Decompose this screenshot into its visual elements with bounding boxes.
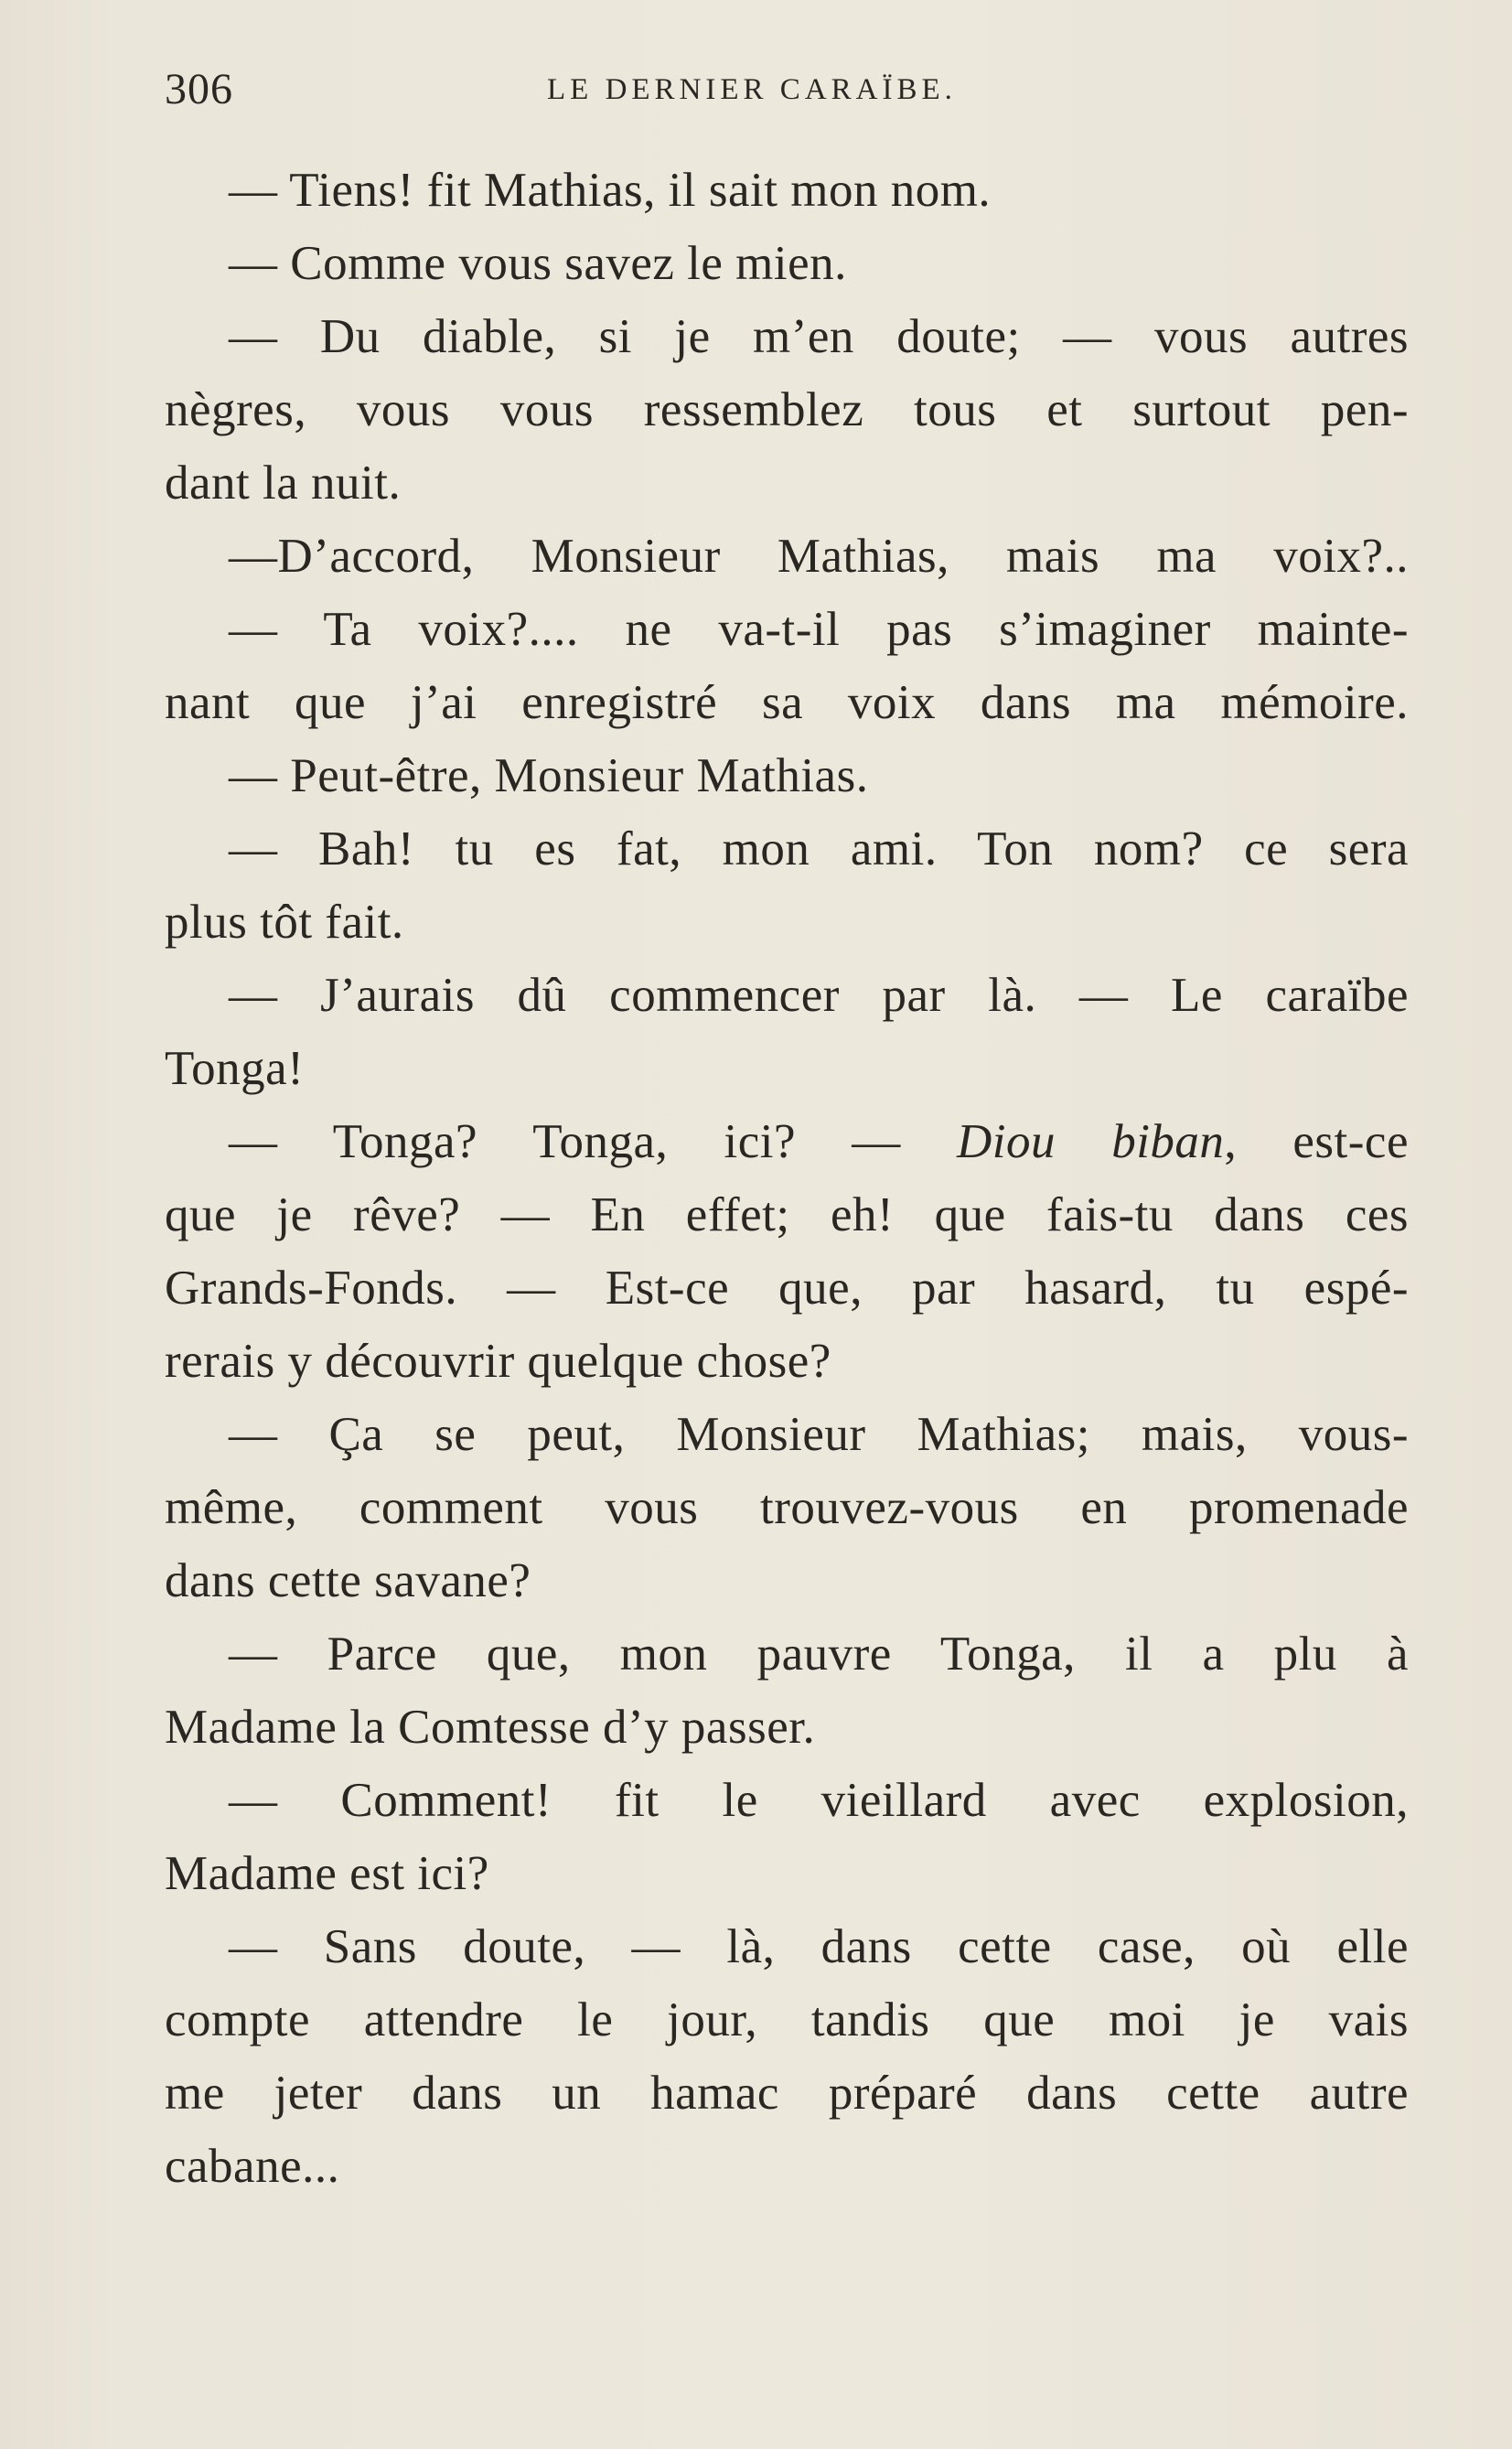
text-line: — Comme vous savez le mien. [229, 237, 847, 290]
page-number: 306 [165, 65, 233, 113]
text-line: Grands-Fonds. — Est-ce que, par hasard, tu espé- [165, 1262, 1409, 1315]
text-line: rerais y découvrir quelque chose? [165, 1335, 831, 1388]
running-title: LE DERNIER CARAÏBE. [547, 73, 957, 106]
text-line: Madame est ici? [165, 1847, 489, 1900]
text-line: Madame la Comtesse d’y passer. [165, 1701, 816, 1754]
body-text [165, 154, 1409, 2203]
text-line: — Ta voix?.... ne va-t-il pas s’imaginer mainte- [229, 603, 1409, 656]
text-line: —D’accord, Monsieur Mathias, mais ma voix?.. [229, 530, 1409, 583]
text-line: plus tôt fait. [165, 896, 404, 949]
text-line: — Tonga? Tonga, ici? — Diou biban, est-ce [229, 1115, 1409, 1168]
text-line: me jeter dans un hamac préparé dans cette autre [165, 2067, 1409, 2120]
text-line: — Sans doute, — là, dans cette case, où elle [229, 1920, 1409, 1973]
italic-phrase: Diou biban [956, 1115, 1225, 1168]
text-line: — Bah! tu es fat, mon ami. Ton nom? ce sera [229, 822, 1409, 875]
text-line: même, comment vous trouvez-vous en promenade [165, 1481, 1409, 1534]
text-line: dant la nuit. [165, 457, 402, 510]
text-line: — Ça se peut, Monsieur Mathias; mais, vous- [229, 1408, 1409, 1461]
text-line: — Parce que, mon pauvre Tonga, il a plu à [229, 1627, 1409, 1681]
text-line: — Comment! fit le vieillard avec explosion, [229, 1774, 1409, 1827]
text-line: nègres, vous vous ressemblez tous et surtout pen- [165, 383, 1409, 436]
text-line: Tonga! [165, 1042, 305, 1095]
page-header [165, 64, 1409, 119]
text-line: cabane... [165, 2140, 340, 2193]
text-line: que je rêve? — En effet; eh! que fais-tu dans ces [165, 1188, 1409, 1241]
text-line: nant que j’ai enregistré sa voix dans ma mémoire. [165, 676, 1409, 729]
text-line: — Peut-être, Monsieur Mathias. [229, 749, 869, 802]
text-line: — J’aurais dû commencer par là. — Le caraïbe [229, 969, 1409, 1022]
text-line: dans cette savane? [165, 1554, 531, 1607]
text-line: — Du diable, si je m’en doute; — vous autres [229, 310, 1409, 363]
text-line: — Tiens! fit Mathias, il sait mon nom. [229, 164, 992, 217]
text-line: compte attendre le jour, tandis que moi je vais [165, 1993, 1409, 2046]
